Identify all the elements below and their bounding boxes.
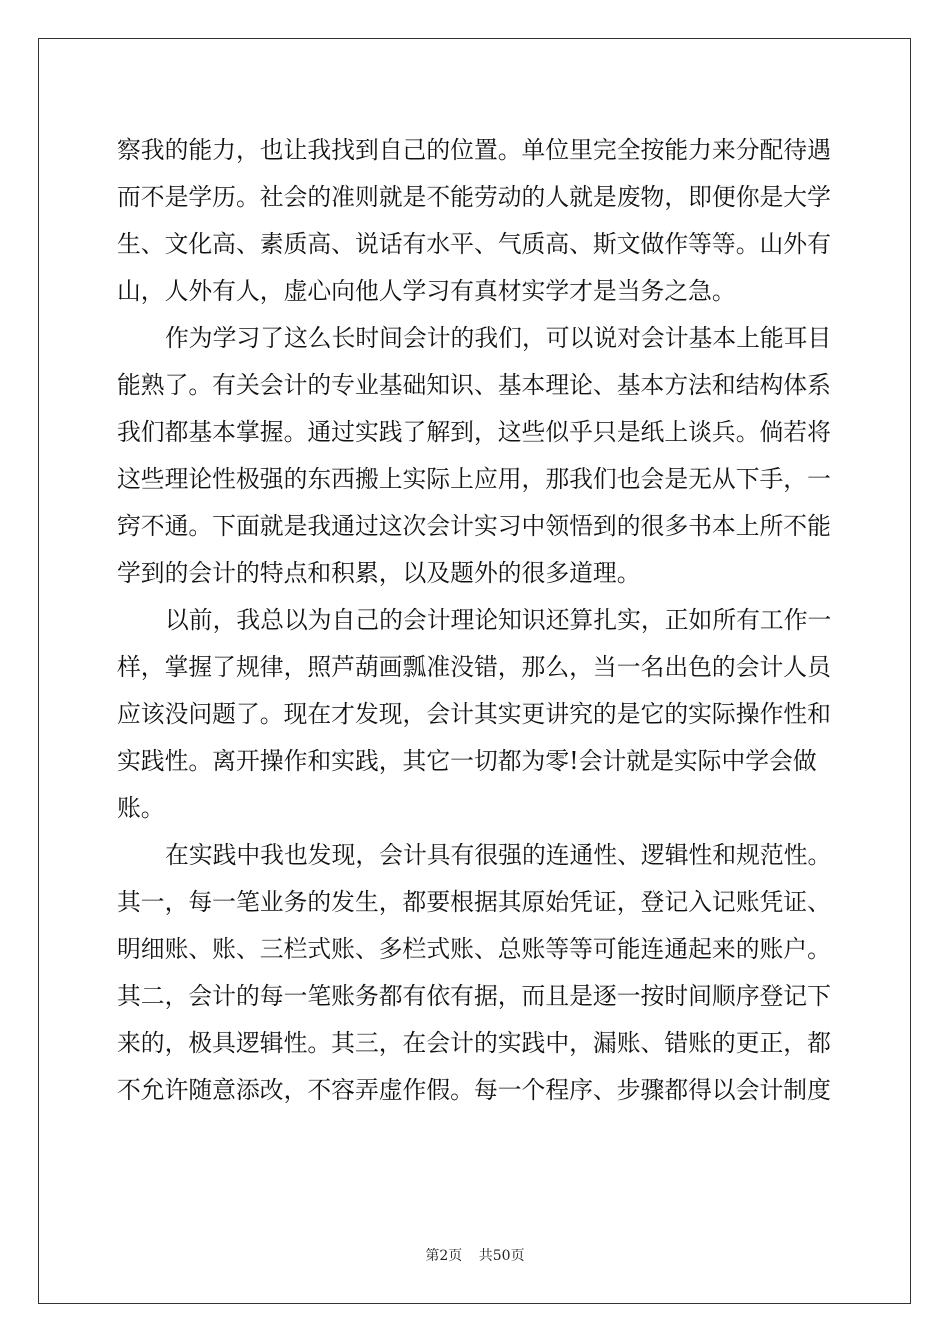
text-line: 学到的会计的特点和积累，以及题外的很多道理。 [117,559,641,587]
text-line: 账。 [117,794,165,822]
text-line: 在实践中我也发现，会计具有很强的连通性、逻辑性和规范性。 [165,841,832,869]
text-line: 作为学习了这么长时间会计的我们，可以说对会计基本上能耳目 [165,324,832,352]
page-footer [0,1245,950,1265]
text-line: 实践性。离开操作和实践，其它一切都为零!会计就是实际中学会做 [117,747,817,775]
page-total: 共50页 [478,1248,525,1264]
page-number: 第2页 [425,1248,463,1264]
text-line: 明细账、账、三栏式账、多栏式账、总账等等可能连通起来的账户。 [117,935,831,963]
text-line: 其一，每一笔业务的发生，都要根据其原始凭证，登记入记账凭证、 [117,888,831,916]
text-line: 来的，极具逻辑性。其三，在会计的实践中，漏账、错账的更正，都 [117,1029,831,1057]
text-line: 生、文化高、素质高、说话有水平、气质高、斯文做作等等。山外有 [117,230,831,258]
paragraph [117,832,847,1114]
document-body [117,127,847,1114]
text-line: 我们都基本掌握。通过实践了解到，这些似乎只是纸上谈兵。倘若将 [117,418,831,446]
text-line: 窍不通。下面就是我通过这次会计实习中领悟到的很多书本上所不能 [117,512,831,540]
text-line: 这些理论性极强的东西搬上实际上应用，那我们也会是无从下手，一 [117,465,831,493]
text-line: 应该没问题了。现在才发现，会计其实更讲究的是它的实际操作性和 [117,700,831,728]
paragraph [117,127,847,315]
text-line: 而不是学历。社会的准则就是不能劳动的人就是废物，即便你是大学 [117,183,831,211]
text-line: 能熟了。有关会计的专业基础知识、基本理论、基本方法和结构体系 [117,371,831,399]
text-line: 察我的能力，也让我找到自己的位置。单位里完全按能力来分配待遇 [117,136,831,164]
paragraph [117,315,847,597]
text-line: 样，掌握了规律，照芦葫画瓢准没错，那么，当一名出色的会计人员 [117,653,831,681]
paragraph [117,597,847,832]
text-line: 山，人外有人，虚心向他人学习有真材实学才是当务之急。 [117,277,736,305]
text-line: 不允许随意添改，不容弄虚作假。每一个程序、步骤都得以会计制度 [117,1076,831,1104]
text-line: 其二，会计的每一笔账务都有依有据，而且是逐一按时间顺序登记下 [117,982,831,1010]
text-line: 以前，我总以为自己的会计理论知识还算扎实，正如所有工作一 [165,606,832,634]
